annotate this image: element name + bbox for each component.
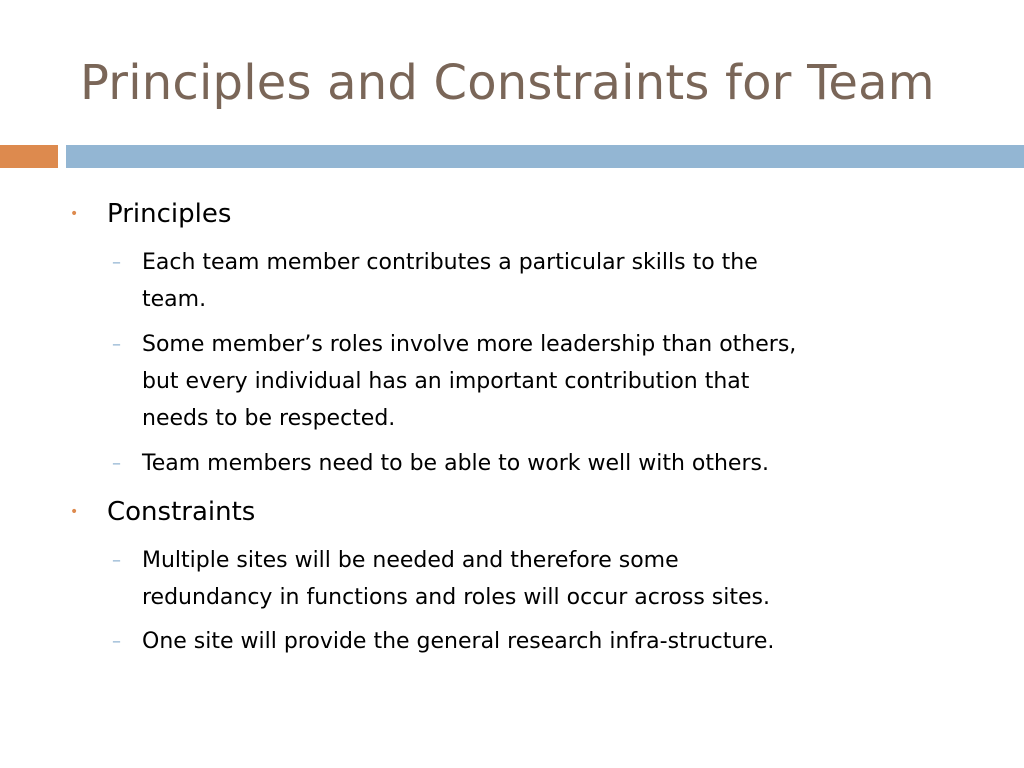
list-item-line: Team members need to be able to work well with others. xyxy=(142,451,769,476)
list-item-line: One site will provide the general research infra-structure. xyxy=(142,629,775,654)
dash-icon: – xyxy=(112,453,121,474)
bullet-icon: • xyxy=(70,206,79,222)
list-item-line: Multiple sites will be needed and therefore some xyxy=(142,548,679,573)
section-heading-principles: Principles xyxy=(107,199,232,229)
slide-title: Principles and Constraints for Team xyxy=(80,55,935,111)
dash-icon: – xyxy=(112,252,121,273)
list-item-line: redundancy in functions and roles will occur across sites. xyxy=(142,585,770,610)
list-item xyxy=(142,244,942,318)
list-item-line: but every individual has an important contribution that xyxy=(142,369,750,394)
list-item xyxy=(142,542,942,616)
list-item xyxy=(142,326,942,437)
list-item-line: team. xyxy=(142,287,207,312)
list-item-line: needs to be respected. xyxy=(142,406,396,431)
dash-icon: – xyxy=(112,334,121,355)
bullet-icon: • xyxy=(70,504,79,520)
list-item-line: Some member’s roles involve more leadership than others, xyxy=(142,332,797,357)
list-item xyxy=(142,623,942,660)
dash-icon: – xyxy=(112,550,121,571)
dash-icon: – xyxy=(112,631,121,652)
section-heading-constraints: Constraints xyxy=(107,497,256,527)
list-item xyxy=(142,445,942,482)
list-item-line: Each team member contributes a particular skills to the xyxy=(142,250,758,275)
